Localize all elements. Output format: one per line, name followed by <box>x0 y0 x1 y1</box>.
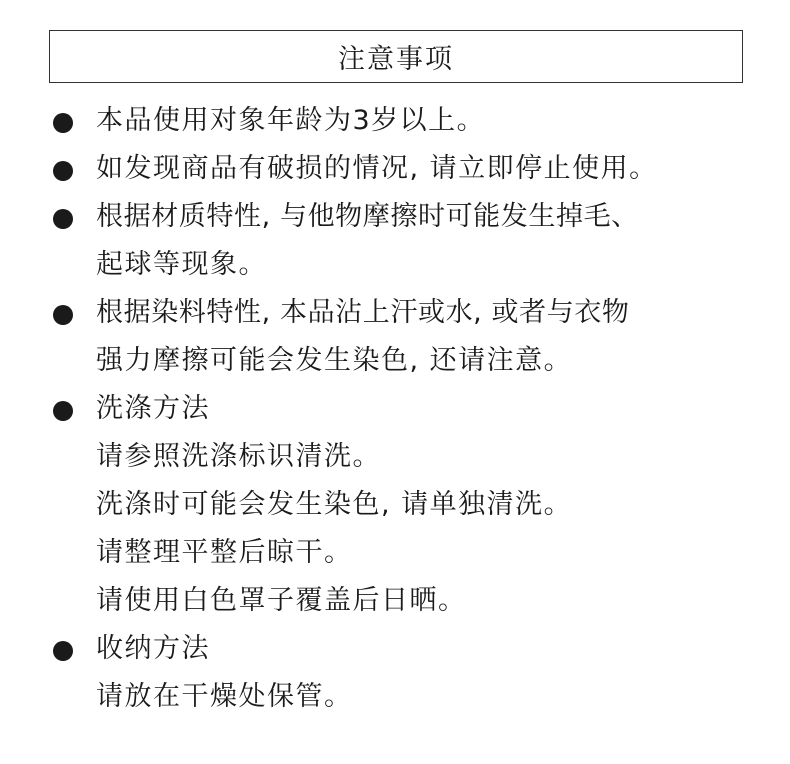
item-line: 请整理平整后晾干。 <box>96 537 353 568</box>
notice-list <box>0 97 790 721</box>
section-heading: 洗涤方法 <box>96 393 210 424</box>
list-item <box>0 145 790 193</box>
item-line: 请使用白色罩子覆盖后日晒。 <box>96 585 467 616</box>
title-box <box>49 30 743 83</box>
page-title: 注意事项 <box>338 44 454 75</box>
item-line: 请参照洗涤标识清洗。 <box>96 441 381 472</box>
item-line: 根据材质特性, 与他物摩擦时可能发生掉毛、 <box>96 201 639 232</box>
list-item <box>0 625 790 721</box>
item-line: 如发现商品有破损的情况, 请立即停止使用。 <box>96 153 658 184</box>
item-line: 根据染料特性, 本品沾上汗或水, 或者与衣物 <box>96 297 630 328</box>
item-line: 起球等现象。 <box>96 249 267 280</box>
list-item <box>0 97 790 145</box>
list-item <box>0 385 790 625</box>
item-line: 请放在干燥处保管。 <box>96 681 353 712</box>
item-line: 本品使用对象年龄为3岁以上。 <box>96 105 486 136</box>
item-line: 洗涤时可能会发生染色, 请单独清洗。 <box>96 489 573 520</box>
item-line: 强力摩擦可能会发生染色, 还请注意。 <box>96 345 573 376</box>
list-item <box>0 289 790 385</box>
list-item <box>0 193 790 289</box>
section-heading: 收纳方法 <box>96 633 210 664</box>
